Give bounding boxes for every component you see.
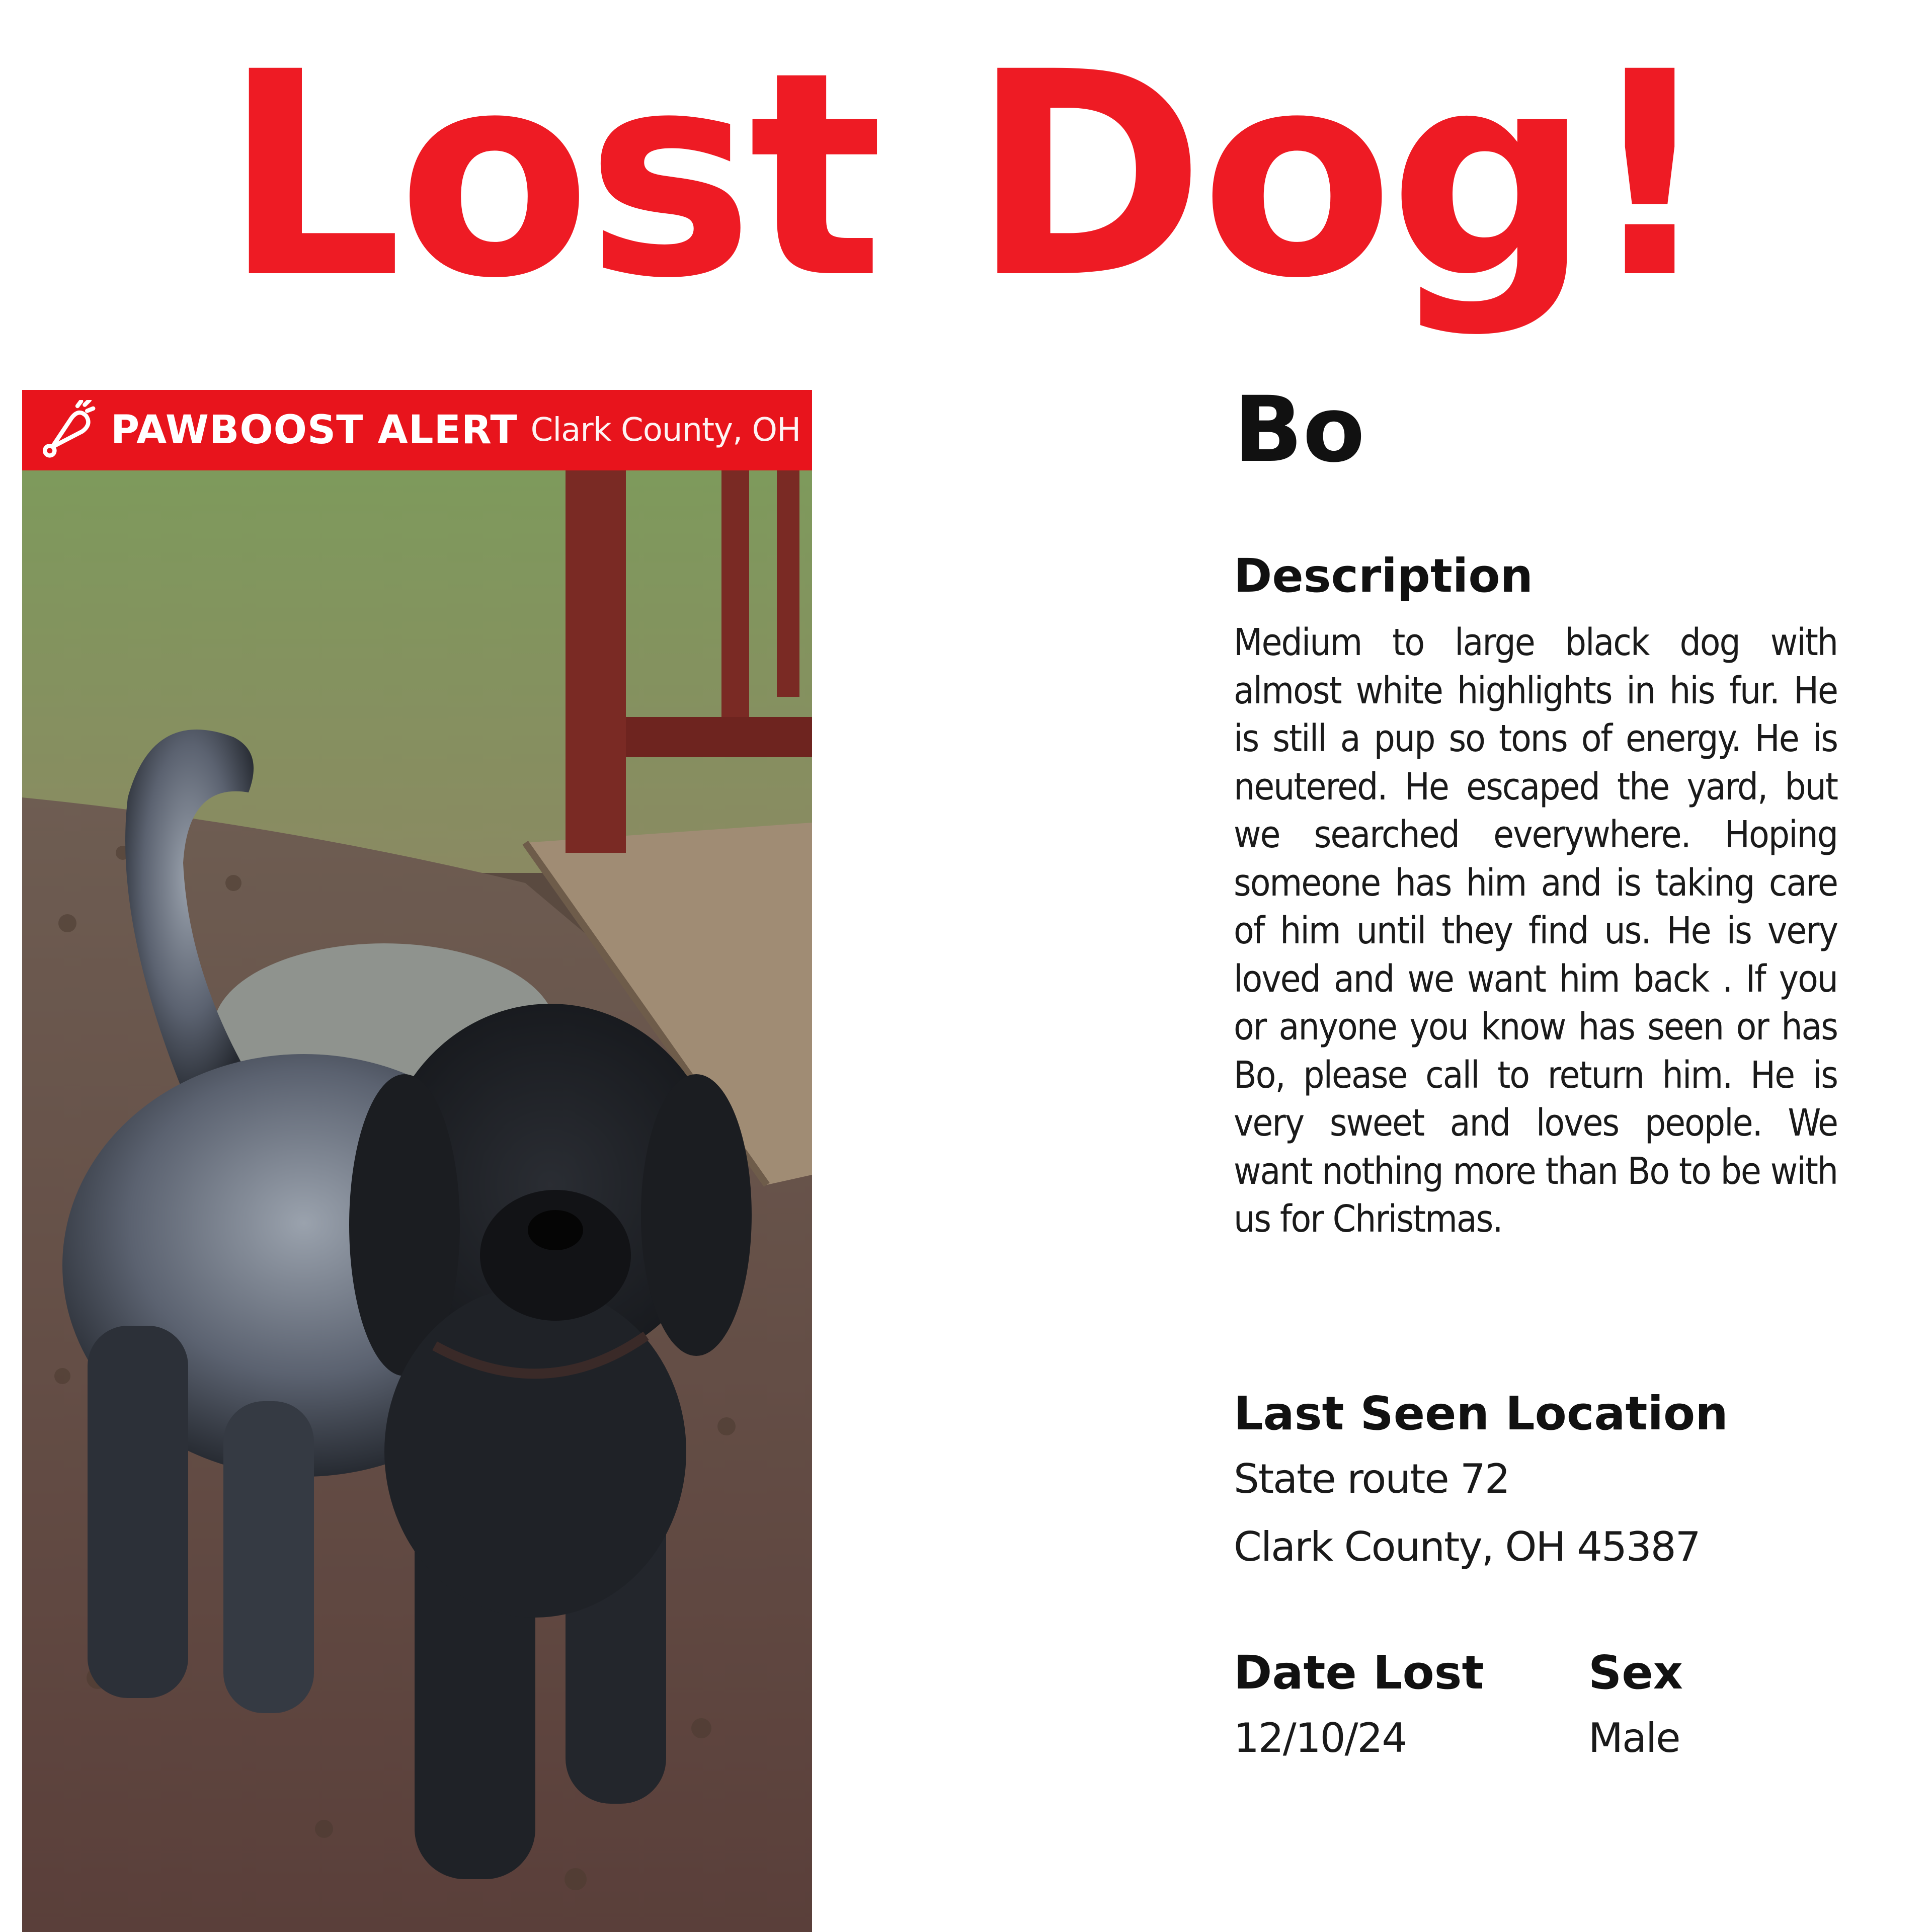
last-seen-city: Clark County, OH 45387 — [1234, 1523, 1700, 1570]
description-label: Description — [1234, 549, 1534, 603]
sex-label: Sex — [1588, 1646, 1683, 1700]
alert-brand: PAWBOOST ALERT — [111, 408, 518, 453]
date-lost-value: 12/10/24 — [1234, 1715, 1407, 1761]
pet-name: Bo — [1234, 377, 1365, 482]
alert-location: Clark County, OH — [530, 412, 801, 449]
description-text: Medium to large black dog with almost white highlights in his fur. He is still a pup so tons of energy. He is neutered. He escaped the yard, but we searched everywhere. Hoping someone has him and is taking care of him until they find us. He is very loved and we want him back . If you or anyone you know has seen or has Bo, please call to return him. He is very sweet and loves people. We want nothing more than Bo to be with us for Christmas. — [1234, 621, 1837, 1241]
last-seen-label: Last Seen Location — [1234, 1387, 1728, 1440]
page-headline: Lost Dog! — [223, 12, 1709, 340]
date-lost-label: Date Lost — [1234, 1646, 1484, 1700]
sex-value: Male — [1588, 1715, 1680, 1761]
paw-bell-icon — [35, 400, 96, 460]
last-seen-street: State route 72 — [1234, 1456, 1509, 1502]
pet-photo-card — [22, 390, 812, 1932]
alert-banner — [22, 390, 812, 470]
dog-photo — [22, 470, 812, 1932]
